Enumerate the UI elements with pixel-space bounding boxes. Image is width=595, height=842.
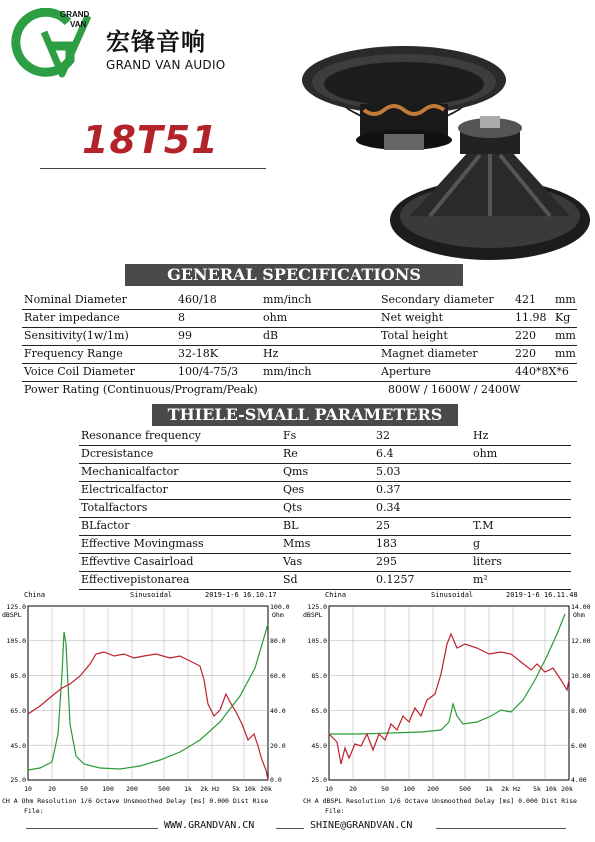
ts-name: Electricalfactor [81, 483, 168, 496]
svg-text:0.0: 0.0 [270, 776, 282, 784]
svg-text:60.0: 60.0 [270, 672, 286, 680]
spec-unit: ohm [263, 311, 288, 324]
svg-text:65.0: 65.0 [311, 707, 327, 715]
footer-website[interactable]: WWW.GRANDVAN.CN [164, 820, 255, 831]
ts-symbol: Vas [283, 555, 303, 568]
ts-table [79, 428, 571, 590]
plot-header-left: China [24, 591, 46, 599]
plot-header-mid: Sinusoidal [130, 591, 173, 599]
svg-text:10k: 10k [244, 785, 256, 793]
footer-rule-right [436, 828, 566, 829]
spec-unit2: mm [555, 329, 576, 342]
ts-row [79, 464, 571, 482]
ts-unit: m² [473, 573, 488, 586]
ts-name: Resonance frequency [81, 429, 201, 442]
svg-text:85.0: 85.0 [10, 672, 26, 680]
plot-frame [329, 606, 569, 780]
ts-name: Totalfactors [81, 501, 148, 514]
ts-name: Mechanicalfactor [81, 465, 179, 478]
spec-label: Rater impedance [24, 311, 120, 324]
svg-text:6.00: 6.00 [571, 742, 587, 750]
svg-text:1k: 1k [184, 785, 192, 793]
svg-text:20: 20 [48, 785, 56, 793]
svg-text:65.0: 65.0 [10, 707, 26, 715]
svg-text:50: 50 [381, 785, 389, 793]
svg-text:200: 200 [427, 785, 439, 793]
svg-text:4.00: 4.00 [571, 776, 587, 784]
plot-footer: CH A Ohm Resolution 1/6 Octave Unsmoothed Delay [ms] 0.000 Dist Rise [2, 797, 269, 805]
ts-value: 295 [376, 555, 397, 568]
spec-unit: dB [263, 329, 279, 342]
plot-header-right: 2019-1-6 16.11.48 [506, 591, 578, 599]
svg-text:5k: 5k [533, 785, 541, 793]
ts-symbol: Qes [283, 483, 305, 496]
spec-unit: Hz [263, 347, 279, 360]
spec-value2: 421 [515, 293, 536, 306]
spec-value: 32-18K [178, 347, 218, 360]
ts-symbol: Qts [283, 501, 303, 514]
ts-name: BLfactor [81, 519, 130, 532]
spec-row [22, 346, 577, 364]
ts-value: 32 [376, 429, 390, 442]
ts-value: 183 [376, 537, 397, 550]
ts-name: Effectivepistonarea [81, 573, 190, 586]
brand-logo [8, 8, 98, 80]
svg-text:20: 20 [349, 785, 357, 793]
plot-right-ticks [571, 603, 591, 784]
ts-value: 0.37 [376, 483, 401, 496]
svg-text:200: 200 [126, 785, 138, 793]
ts-value: 5.03 [376, 465, 401, 478]
brand-name-en: GRAND VAN AUDIO [106, 58, 226, 72]
model-underline [40, 168, 266, 169]
spec-value2: 11.98 [515, 311, 547, 324]
response-plot-2 [301, 584, 591, 824]
svg-text:105.0: 105.0 [6, 637, 26, 645]
spec-label2: Net weight [381, 311, 444, 324]
svg-text:10: 10 [325, 785, 333, 793]
svg-text:10: 10 [24, 785, 32, 793]
svg-text:2k Hz: 2k Hz [501, 785, 521, 793]
ts-symbol: Sd [283, 573, 298, 586]
spec-label: Sensitivity(1w/1m) [24, 329, 129, 342]
svg-text:100.0: 100.0 [270, 603, 290, 611]
power-label: Power Rating (Continuous/Program/Peak) [24, 383, 258, 396]
spec-unit: mm/inch [263, 365, 312, 378]
power-rating-row [22, 382, 577, 399]
brand-name-cn: 宏锋音响 [106, 28, 206, 56]
svg-text:105.0: 105.0 [307, 637, 327, 645]
ts-name: Effective Movingmass [81, 537, 204, 550]
plot-footer: CH A dBSPL Resolution 1/6 Octave Unsmoothed Delay [ms] 0.000 Dist Rise [303, 797, 577, 805]
power-value: 800W / 1600W / 2400W [388, 383, 521, 396]
spec-label2: Secondary diameter [381, 293, 494, 306]
svg-text:100: 100 [403, 785, 415, 793]
spec-row [22, 292, 577, 310]
spec-unit2: Kg [555, 311, 571, 324]
ts-symbol: Qms [283, 465, 309, 478]
plot-left-ticks [6, 603, 26, 784]
spec-label2: Aperture [381, 365, 432, 378]
svg-text:25.0: 25.0 [311, 776, 327, 784]
spec-unit2: mm [555, 293, 576, 306]
ts-value: 0.34 [376, 501, 401, 514]
plot-header-mid: Sinusoidal [431, 591, 474, 599]
svg-text:14.00: 14.00 [571, 603, 591, 611]
plot-left-unit: dBSPL [2, 611, 22, 619]
plot-left-ticks [307, 603, 327, 784]
footer-rule-left [26, 828, 158, 829]
svg-text:125.0: 125.0 [6, 603, 26, 611]
plot-right-unit: Ohm [272, 611, 284, 619]
svg-text:500: 500 [459, 785, 471, 793]
ts-unit: T.M [473, 519, 494, 532]
spec-unit: mm/inch [263, 293, 312, 306]
spec-label2: Magnet diameter [381, 347, 478, 360]
svg-text:40.0: 40.0 [270, 707, 286, 715]
logo-text-van: VAN [70, 20, 87, 29]
ts-name: Effevtive Casairload [81, 555, 194, 568]
svg-text:20k: 20k [561, 785, 573, 793]
ts-value: 6.4 [376, 447, 394, 460]
svg-text:50: 50 [80, 785, 88, 793]
svg-text:85.0: 85.0 [311, 672, 327, 680]
ts-header: THIELE-SMALL PARAMETERS [152, 404, 458, 426]
svg-text:45.0: 45.0 [10, 742, 26, 750]
svg-text:80.0: 80.0 [270, 637, 286, 645]
svg-text:20k: 20k [260, 785, 272, 793]
logo-text-grand: GRAND [60, 10, 90, 19]
svg-text:1k: 1k [485, 785, 493, 793]
footer-rule-mid [276, 828, 304, 829]
ts-row [79, 446, 571, 464]
ts-value: 25 [376, 519, 390, 532]
spec-row [22, 328, 577, 346]
spec-unit2: mm [555, 347, 576, 360]
plot-file: File: [325, 807, 345, 815]
svg-text:100: 100 [102, 785, 114, 793]
ts-name: Dcresistance [81, 447, 154, 460]
general-spec-header: GENERAL SPECIFICATIONS [125, 264, 463, 286]
spec-value2: 440*8X*6 [515, 365, 569, 378]
ts-row [79, 482, 571, 500]
ts-symbol: Mms [283, 537, 311, 550]
svg-text:12.00: 12.00 [571, 637, 591, 645]
spec-value: 99 [178, 329, 192, 342]
ts-row [79, 554, 571, 572]
plot-right-unit: Ohm [573, 611, 585, 619]
plot-x-ticks [325, 785, 573, 793]
ts-row [79, 428, 571, 446]
product-photo [300, 40, 592, 262]
ts-unit: ohm [473, 447, 498, 460]
svg-text:5k: 5k [232, 785, 240, 793]
spec-value: 8 [178, 311, 185, 324]
svg-text:45.0: 45.0 [311, 742, 327, 750]
spec-label2: Total height [381, 329, 448, 342]
spec-value2: 220 [515, 347, 536, 360]
spec-label: Frequency Range [24, 347, 123, 360]
spec-row [22, 310, 577, 328]
plot-left-unit: dBSPL [303, 611, 323, 619]
ts-row [79, 536, 571, 554]
ts-symbol: Fs [283, 429, 297, 442]
spec-value: 460/18 [178, 293, 217, 306]
ts-row [79, 518, 571, 536]
ts-row [79, 500, 571, 518]
spec-row [22, 364, 577, 382]
spec-label: Nominal Diameter [24, 293, 127, 306]
ts-value: 0.1257 [376, 573, 415, 586]
ts-symbol: Re [283, 447, 298, 460]
spec-value2: 220 [515, 329, 536, 342]
svg-text:10k: 10k [545, 785, 557, 793]
plot-right-ticks [270, 603, 290, 784]
svg-text:2k Hz: 2k Hz [200, 785, 220, 793]
response-plot-1 [0, 584, 290, 824]
spec-label: Voice Coil Diameter [24, 365, 135, 378]
ts-unit: g [473, 537, 481, 550]
svg-text:20.0: 20.0 [270, 742, 286, 750]
ts-unit: Hz [473, 429, 489, 442]
plot-header-left: China [325, 591, 347, 599]
svg-text:125.0: 125.0 [307, 603, 327, 611]
svg-text:10.00: 10.00 [571, 672, 591, 680]
ts-unit: liters [473, 555, 502, 568]
svg-text:25.0: 25.0 [10, 776, 26, 784]
plot-file: File: [24, 807, 44, 815]
plot-header-right: 2019-1-6 16.10.17 [205, 591, 277, 599]
footer-email[interactable]: SHINE@GRANDVAN.CN [310, 820, 413, 831]
svg-text:8.00: 8.00 [571, 707, 587, 715]
ts-symbol: BL [283, 519, 299, 532]
spec-value: 100/4-75/3 [178, 365, 239, 378]
svg-text:500: 500 [158, 785, 170, 793]
plot-x-ticks [24, 785, 272, 793]
general-spec-table [22, 292, 577, 399]
model-title: 18T51 [82, 118, 219, 162]
